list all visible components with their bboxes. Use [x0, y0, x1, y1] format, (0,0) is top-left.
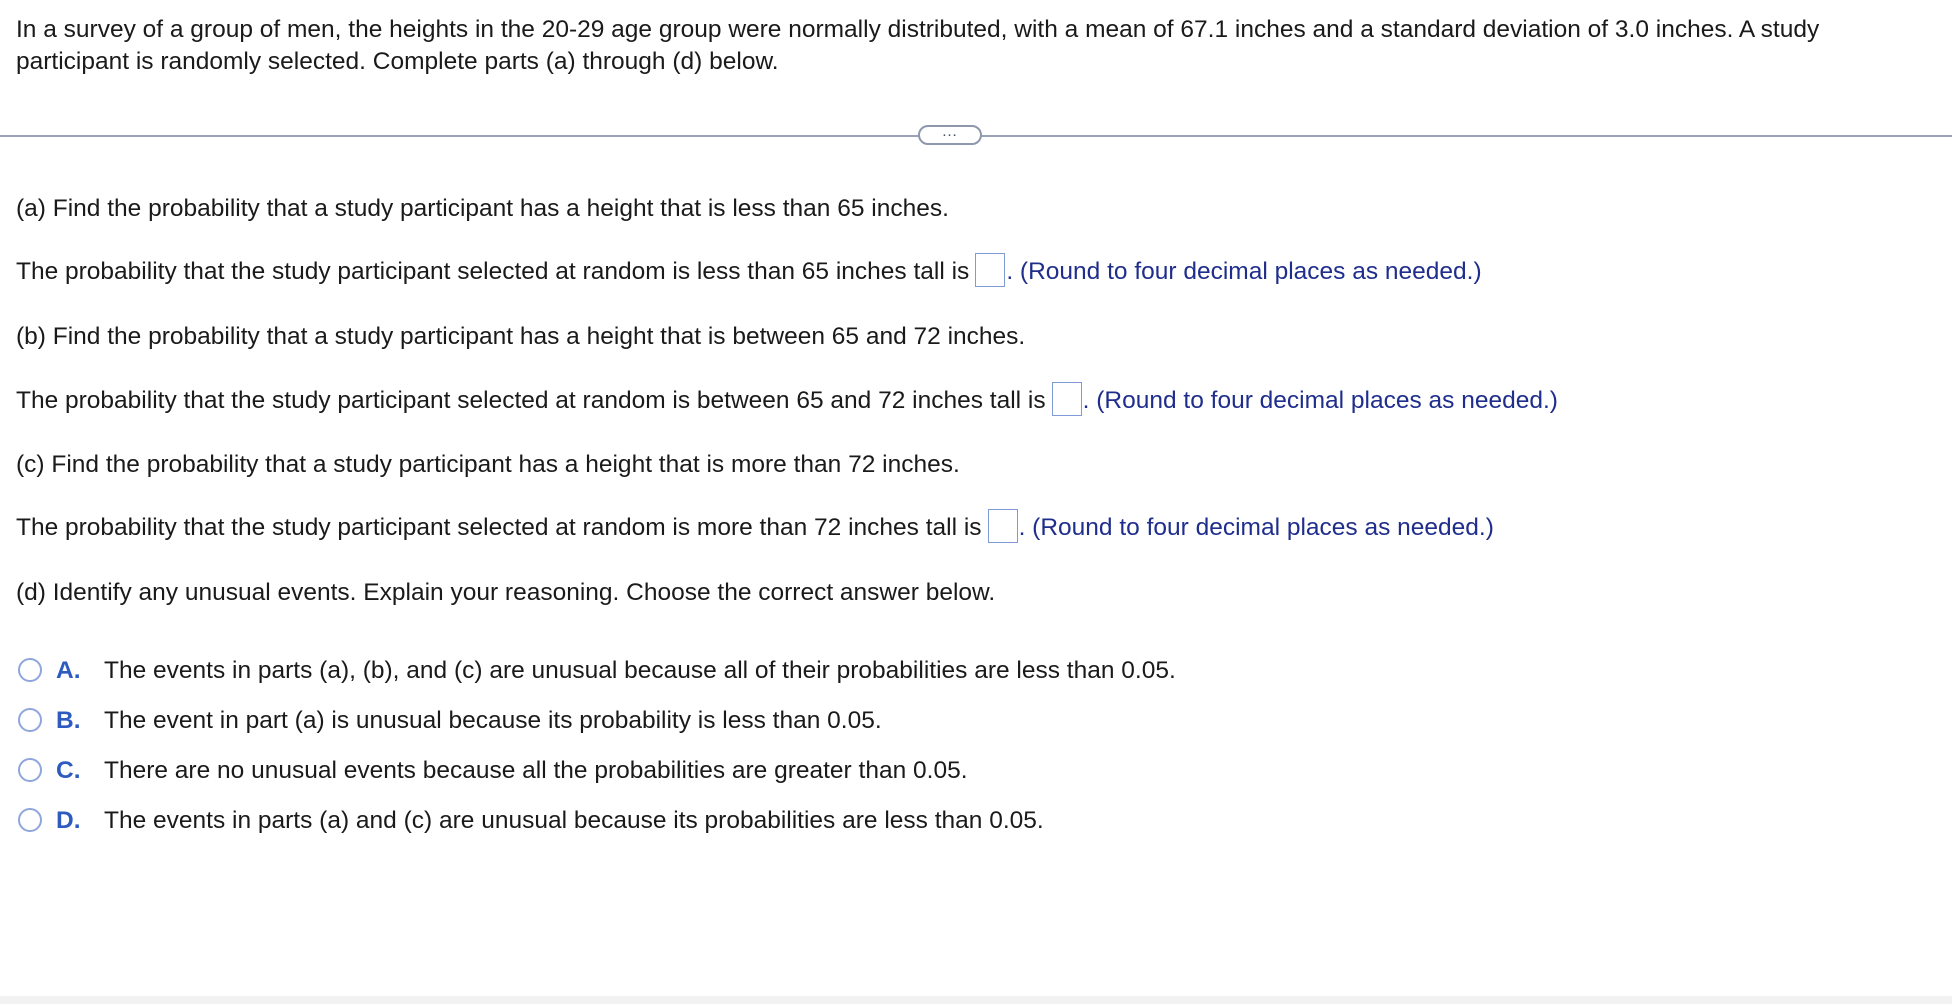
part-a-question: (a) Find the probability that a study participant has a height that is less than 65 inches. [16, 195, 949, 222]
part-c-answer-row [16, 512, 1494, 544]
option-c-letter: C. [56, 757, 81, 784]
option-d-letter: D. [56, 807, 81, 834]
option-a-text: The events in parts (a), (b), and (c) are unusual because all of their probabilities are less than 0.05. [104, 657, 1176, 684]
option-b-radio[interactable] [18, 708, 42, 732]
part-a-answer-input[interactable] [975, 253, 1005, 287]
option-b-text: The event in part (a) is unusual because its probability is less than 0.05. [104, 707, 882, 734]
part-b-answer-prefix: The probability that the study participant selected at random is between 65 and 72 inches tall is [16, 387, 1046, 414]
part-a-answer-row [16, 256, 1482, 288]
part-b-round-hint: . (Round to four decimal places as needed.) [1082, 387, 1558, 414]
part-c-answer-input[interactable] [988, 509, 1018, 543]
show-more-button[interactable]: … [918, 125, 982, 145]
part-a-answer-prefix: The probability that the study participant selected at random is less than 65 inches tall is [16, 258, 970, 285]
part-b-answer-input[interactable] [1052, 382, 1082, 416]
option-d-radio[interactable] [18, 808, 42, 832]
problem-statement: In a survey of a group of men, the heights in the 20-29 age group were normally distributed, with a mean of 67.1 inches and a standard deviation of 3.0 inches. A study participant is randomly selected. Complete parts (a) through (d) below. [16, 16, 1820, 75]
part-d-question: (d) Identify any unusual events. Explain your reasoning. Choose the correct answer below. [16, 579, 996, 606]
footer-bar [0, 996, 1952, 1004]
part-c-question: (c) Find the probability that a study participant has a height that is more than 72 inches. [16, 451, 960, 478]
option-c-radio[interactable] [18, 758, 42, 782]
part-a-round-hint: . (Round to four decimal places as needed.) [1006, 258, 1482, 285]
option-a-radio[interactable] [18, 658, 42, 682]
part-c-answer-prefix: The probability that the study participant selected at random is more than 72 inches tall is [16, 514, 982, 541]
part-b-question: (b) Find the probability that a study participant has a height that is between 65 and 72 inches. [16, 323, 1026, 350]
part-c-round-hint: . (Round to four decimal places as needed.) [1018, 514, 1494, 541]
option-d-text: The events in parts (a) and (c) are unusual because its probabilities are less than 0.05. [104, 807, 1044, 834]
option-a-letter: A. [56, 657, 81, 684]
part-b-answer-row [16, 385, 1558, 417]
option-b-letter: B. [56, 707, 81, 734]
option-c-text: There are no unusual events because all the probabilities are greater than 0.05. [104, 757, 968, 784]
